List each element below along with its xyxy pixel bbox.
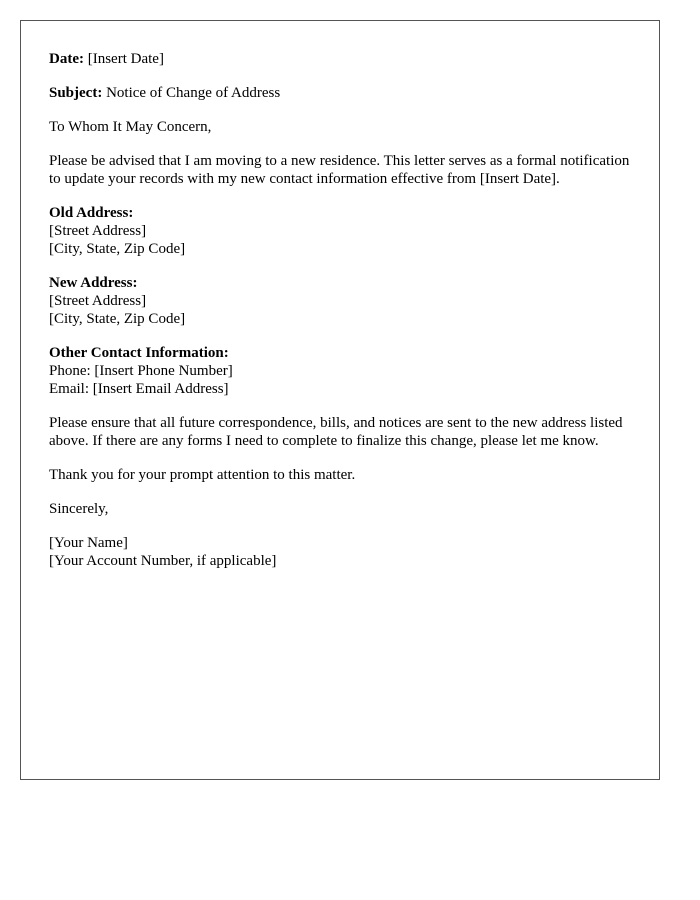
thanks-paragraph: Thank you for your prompt attention to this matter. <box>49 467 356 483</box>
date-label: Date: <box>49 51 84 67</box>
new-address-block <box>49 274 639 328</box>
closing: Sincerely, <box>49 501 109 517</box>
old-address-heading: Old Address: <box>49 205 134 221</box>
subject-label: Subject: <box>49 85 103 101</box>
intro-paragraph: Please be advised that I am moving to a new residence. This letter serves as a formal notification to update your records with my new contact information effective from [Insert Date]. <box>49 153 630 187</box>
old-address-city-state-zip: [City, State, Zip Code] <box>49 241 186 257</box>
new-address-city-state-zip: [City, State, Zip Code] <box>49 311 186 327</box>
subject-line <box>49 84 639 102</box>
salutation: To Whom It May Concern, <box>49 119 212 135</box>
old-address-street: [Street Address] <box>49 223 147 239</box>
new-address-street: [Street Address] <box>49 293 147 309</box>
old-address-block <box>49 204 639 258</box>
letter-document <box>20 20 660 780</box>
subject-value: Notice of Change of Address <box>106 85 281 101</box>
email-line: Email: [Insert Email Address] <box>49 381 229 397</box>
signature-block <box>49 534 639 570</box>
request-paragraph: Please ensure that all future correspondence, bills, and notices are sent to the new address listed above. If there are any forms I need to complete to finalize this change, please let me know. <box>49 415 623 449</box>
other-contact-heading: Other Contact Information: <box>49 345 229 361</box>
other-contact-block <box>49 344 639 398</box>
phone-line: Phone: [Insert Phone Number] <box>49 363 233 379</box>
date-value: [Insert Date] <box>87 51 164 67</box>
new-address-heading: New Address: <box>49 275 138 291</box>
signature-account: [Your Account Number, if applicable] <box>49 553 277 569</box>
date-line <box>49 50 639 68</box>
signature-name: [Your Name] <box>49 535 128 551</box>
letter-content <box>49 50 639 586</box>
